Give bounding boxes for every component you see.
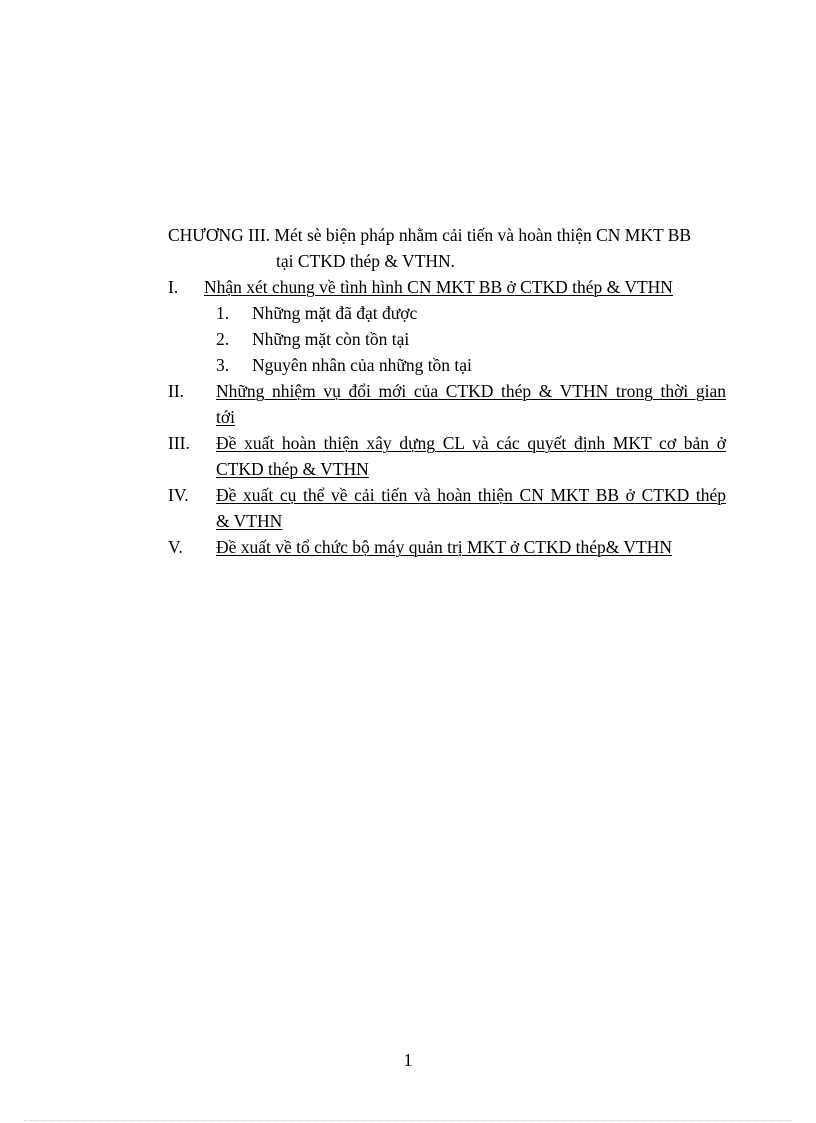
toc-item-v (168, 534, 728, 560)
toc-entry-line (216, 430, 726, 456)
page-bottom-divider (24, 1120, 792, 1121)
toc-marker: V. (168, 537, 183, 557)
chapter-heading-continued: tại CTKD thép & VTHN. (276, 251, 456, 271)
toc-entry-text: Đề xuất hoàn thiện xây dựng CL và các quyết định MKT cơ bản ở (216, 433, 726, 453)
toc-subitem-3 (168, 352, 728, 378)
toc-entry-line (216, 378, 726, 404)
toc-item-iv (168, 482, 728, 508)
toc-entry-line (216, 482, 726, 508)
toc-item-i (168, 274, 728, 300)
toc-entry-text-continued: CTKD thép & VTHN (216, 459, 369, 479)
chapter-heading: CHƯƠNG III. Mét sè biện pháp nhằm cải tiến và hoàn thiện CN MKT BB (168, 225, 692, 245)
toc-item-ii (168, 378, 728, 404)
toc-sub-marker: 2. (216, 329, 230, 349)
table-of-contents (168, 222, 728, 560)
toc-marker: II. (168, 381, 185, 401)
toc-entry-text-continued: & VTHN (216, 511, 283, 531)
toc-entry-text: Những nhiệm vụ đổi mới của CTKD thép & VTHN trong thời gian (216, 381, 726, 401)
toc-subitem-2 (168, 326, 728, 352)
toc-entry-text: Đề xuất cụ thể về cải tiến và hoàn thiện CN MKT BB ở CTKD thép (216, 485, 726, 505)
toc-item-ii-continued (168, 404, 728, 430)
toc-marker: IV. (168, 485, 189, 505)
toc-entry-text-continued: tới (216, 407, 235, 427)
toc-marker: I. (168, 277, 179, 297)
toc-subitem-1 (168, 300, 728, 326)
toc-sub-entry-text: Những mặt còn tồn tại (252, 329, 410, 349)
chapter-heading-line-2 (168, 248, 728, 274)
chapter-heading-line-1 (168, 222, 728, 248)
toc-item-iv-continued (168, 508, 728, 534)
toc-sub-marker: 3. (216, 355, 230, 375)
page-number: 1 (403, 1050, 413, 1070)
toc-sub-marker: 1. (216, 303, 230, 323)
toc-sub-entry-text: Những mặt đã đạt được (252, 303, 418, 323)
toc-item-iii-continued (168, 456, 728, 482)
toc-sub-entry-text: Nguyên nhân của những tồn tại (252, 355, 472, 375)
toc-marker: III. (168, 433, 190, 453)
toc-entry-text: Nhận xét chung về tình hình CN MKT BB ở CTKD thép & VTHN (204, 277, 673, 297)
toc-item-iii (168, 430, 728, 456)
toc-entry-text: Đề xuất về tổ chức bộ máy quản trị MKT ở CTKD thép& VTHN (216, 537, 672, 557)
